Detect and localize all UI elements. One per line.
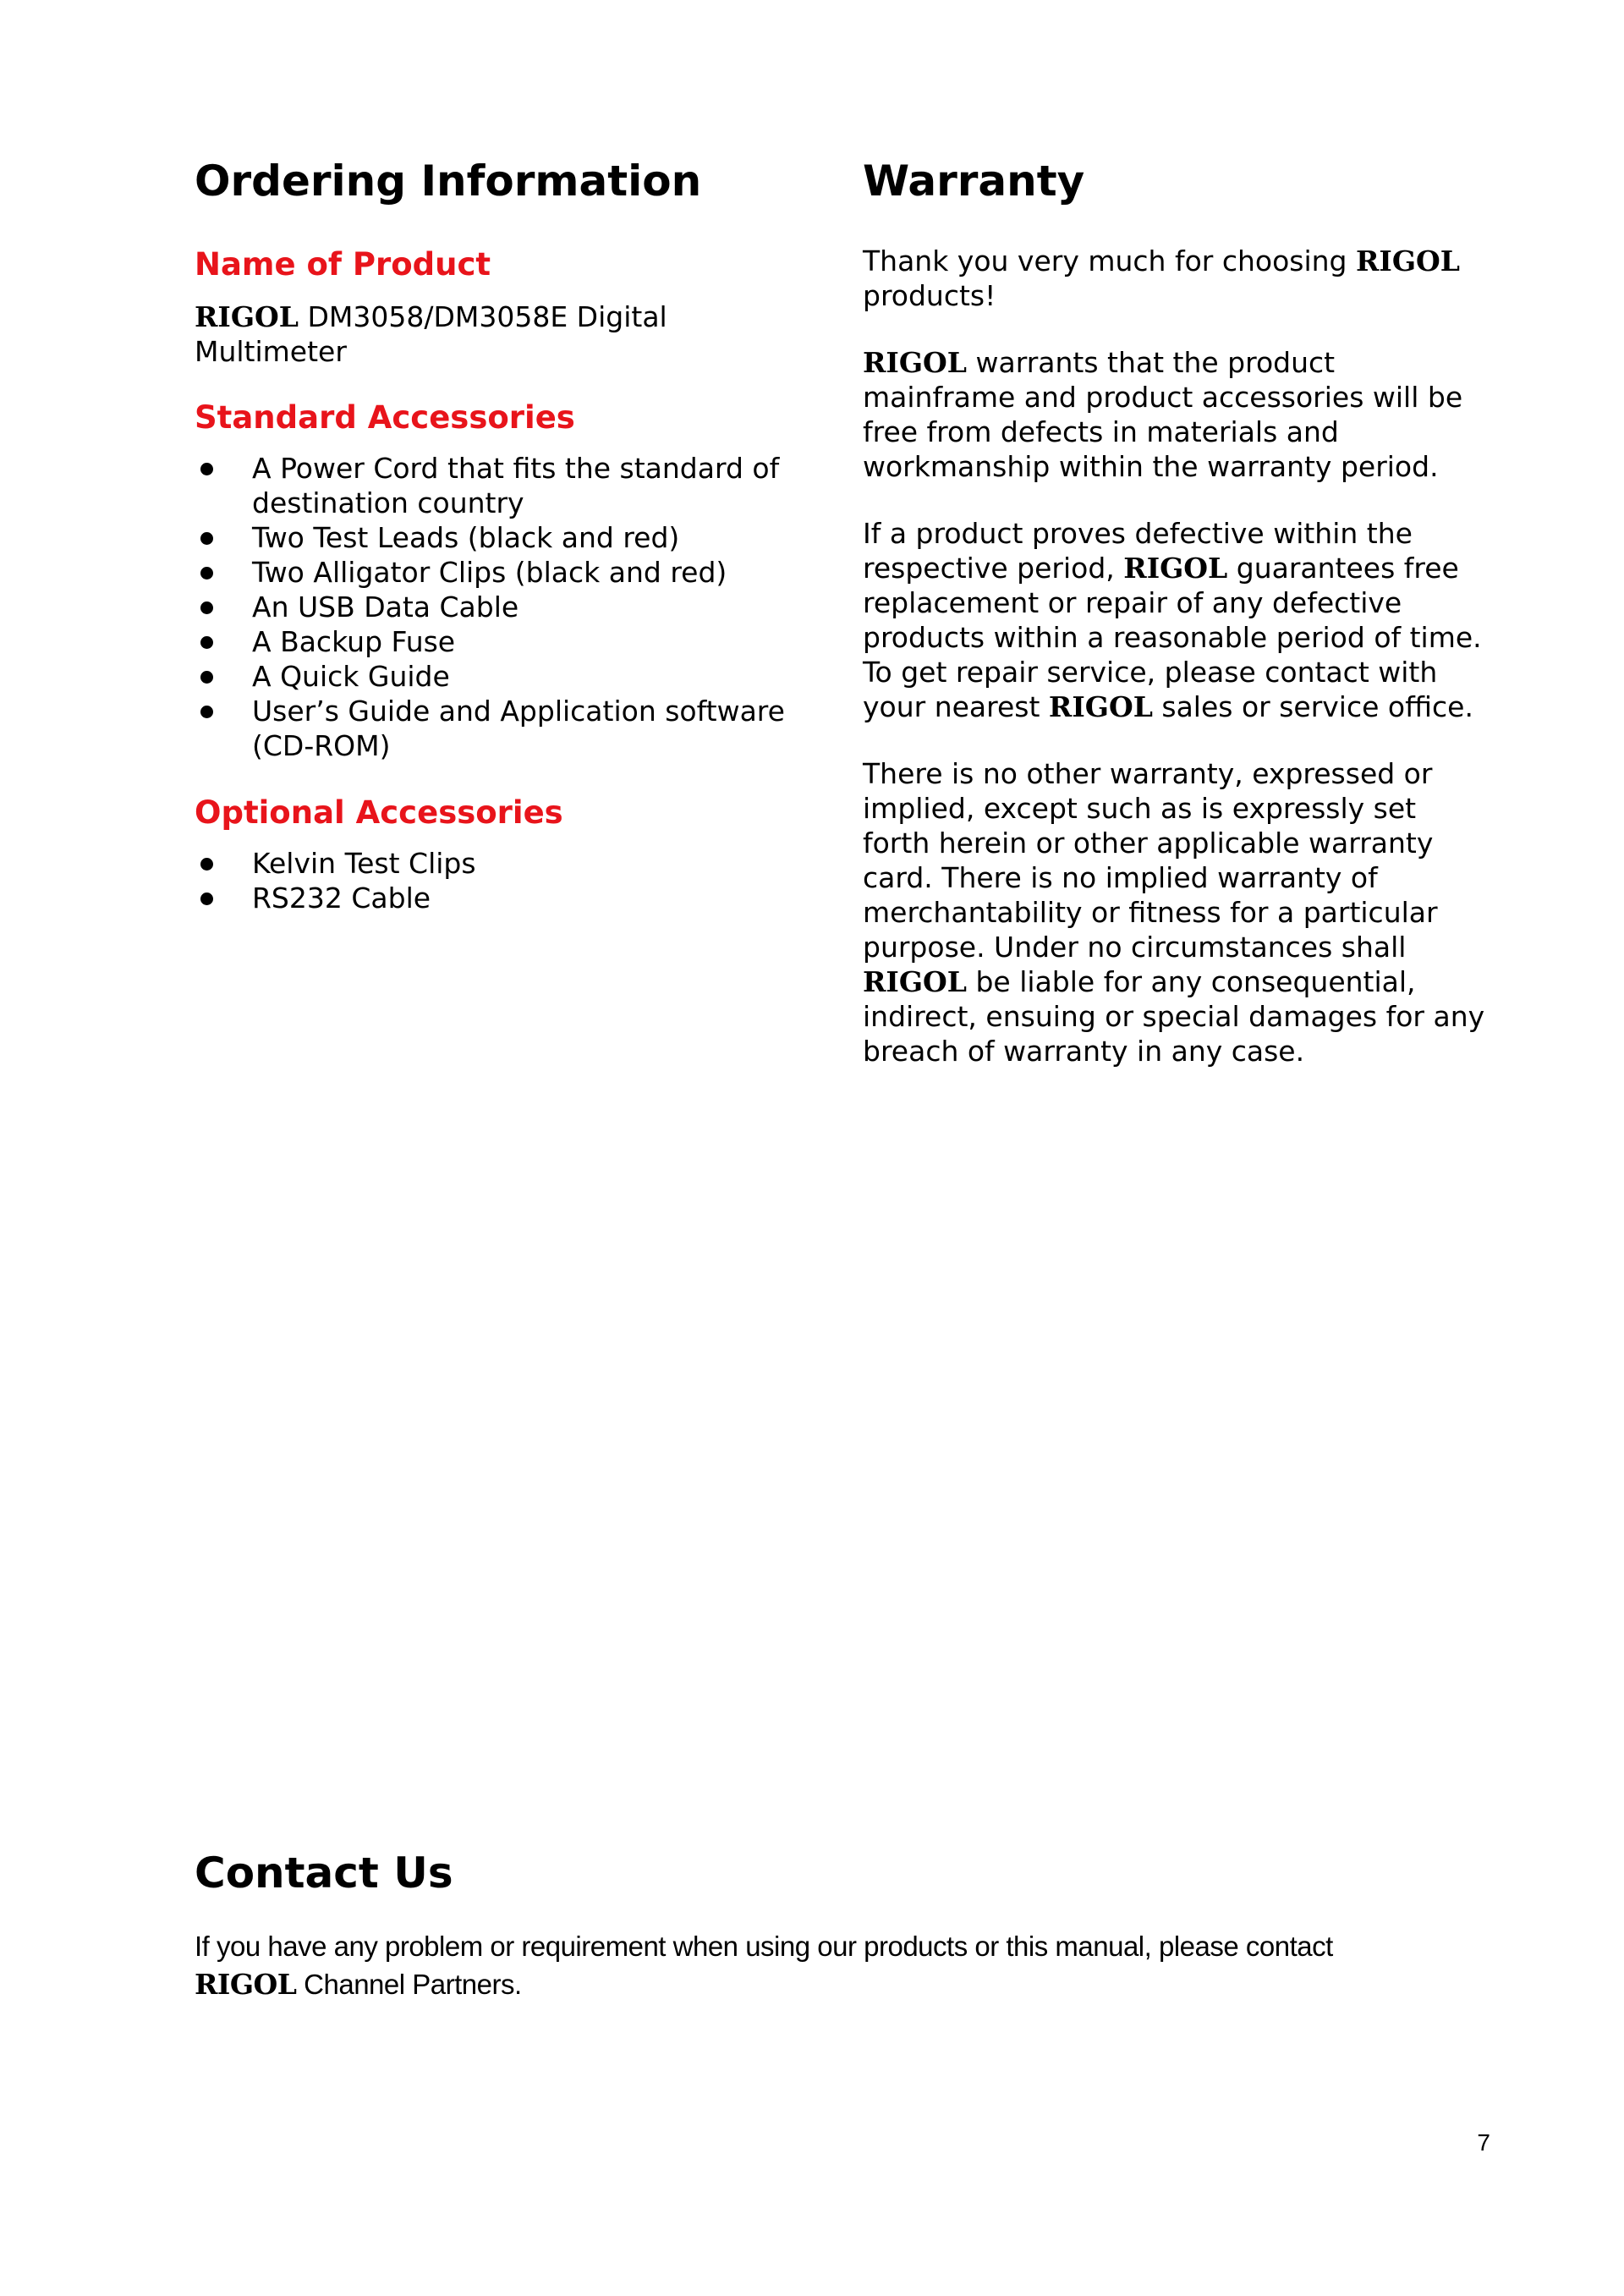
product-model: DM3058/DM3058E Digital Multimeter — [195, 300, 667, 368]
bullet-icon — [200, 858, 213, 871]
warranty-paragraph-3: If a product proves defective within the respective period, RIGOL guarantees free replacement or repair of any defective products within a reasonable period of time. To get repair service, please contact with your nearest RIGOL sales or service office. — [863, 517, 1482, 723]
list-item: Two Alligator Clips (black and red) — [195, 555, 804, 590]
bullet-icon — [200, 463, 213, 475]
bullet-icon — [200, 671, 213, 684]
brand-name: RIGOL — [1123, 552, 1228, 585]
bullet-icon — [200, 893, 213, 905]
warranty-paragraph-2: RIGOL warrants that the product mainframe and product accessories will be free from defects in materials and workmanship within the warranty period. — [863, 346, 1463, 483]
list-item: An USB Data Cable — [195, 590, 804, 624]
list-item: A Quick Guide — [195, 659, 804, 694]
list-item: A Backup Fuse — [195, 624, 804, 659]
brand-name: RIGOL — [863, 965, 967, 998]
bullet-icon — [200, 567, 213, 579]
page-number: 7 — [1477, 2129, 1490, 2156]
contact-us-section — [195, 1848, 1463, 2003]
brand-name: RIGOL — [1355, 244, 1460, 277]
ordering-information-title: Ordering Information — [195, 157, 702, 206]
warranty-paragraph-1: Thank you very much for choosing RIGOL products! — [863, 244, 1460, 312]
warranty-paragraph-4: There is no other warranty, expressed or implied, except such as is expressly set forth herein or other applicable warranty card. There is no implied warranty of merchantability or fitness for a particular purpose. Under no circumstances shall RIGOL be liable for any consequential, indirect, ensuing or special damages for any breach of warranty in any case. — [863, 757, 1485, 1068]
list-item: RS232 Cable — [195, 881, 804, 915]
list-item: Two Test Leads (black and red) — [195, 520, 804, 555]
contact-text: If you have any problem or requirement when using our products or this manual, please contact RIGOL Channel Partners. — [195, 1931, 1333, 2001]
standard-accessories-list — [195, 451, 804, 763]
list-item: User’s Guide and Application software (CD-ROM) — [195, 694, 804, 763]
list-item: A Power Cord that fits the standard of destination country — [195, 451, 804, 520]
brand-name: RIGOL — [195, 1968, 297, 2001]
bullet-icon — [200, 601, 213, 614]
product-name — [195, 299, 804, 369]
name-of-product-heading: Name of Product — [195, 246, 491, 283]
list-item: Kelvin Test Clips — [195, 846, 804, 881]
optional-accessories-list — [195, 846, 804, 915]
ordering-information-section — [195, 156, 804, 915]
bullet-icon — [200, 706, 213, 718]
warranty-section — [863, 156, 1489, 1068]
contact-us-title: Contact Us — [195, 1848, 453, 1898]
bullet-icon — [200, 532, 213, 545]
brand-name: RIGOL — [863, 346, 967, 379]
bullet-icon — [200, 636, 213, 649]
warranty-title: Warranty — [863, 157, 1085, 206]
standard-accessories-heading: Standard Accessories — [195, 399, 575, 436]
optional-accessories-heading: Optional Accessories — [195, 794, 563, 831]
brand-name: RIGOL — [195, 300, 299, 333]
brand-name: RIGOL — [1048, 690, 1153, 723]
